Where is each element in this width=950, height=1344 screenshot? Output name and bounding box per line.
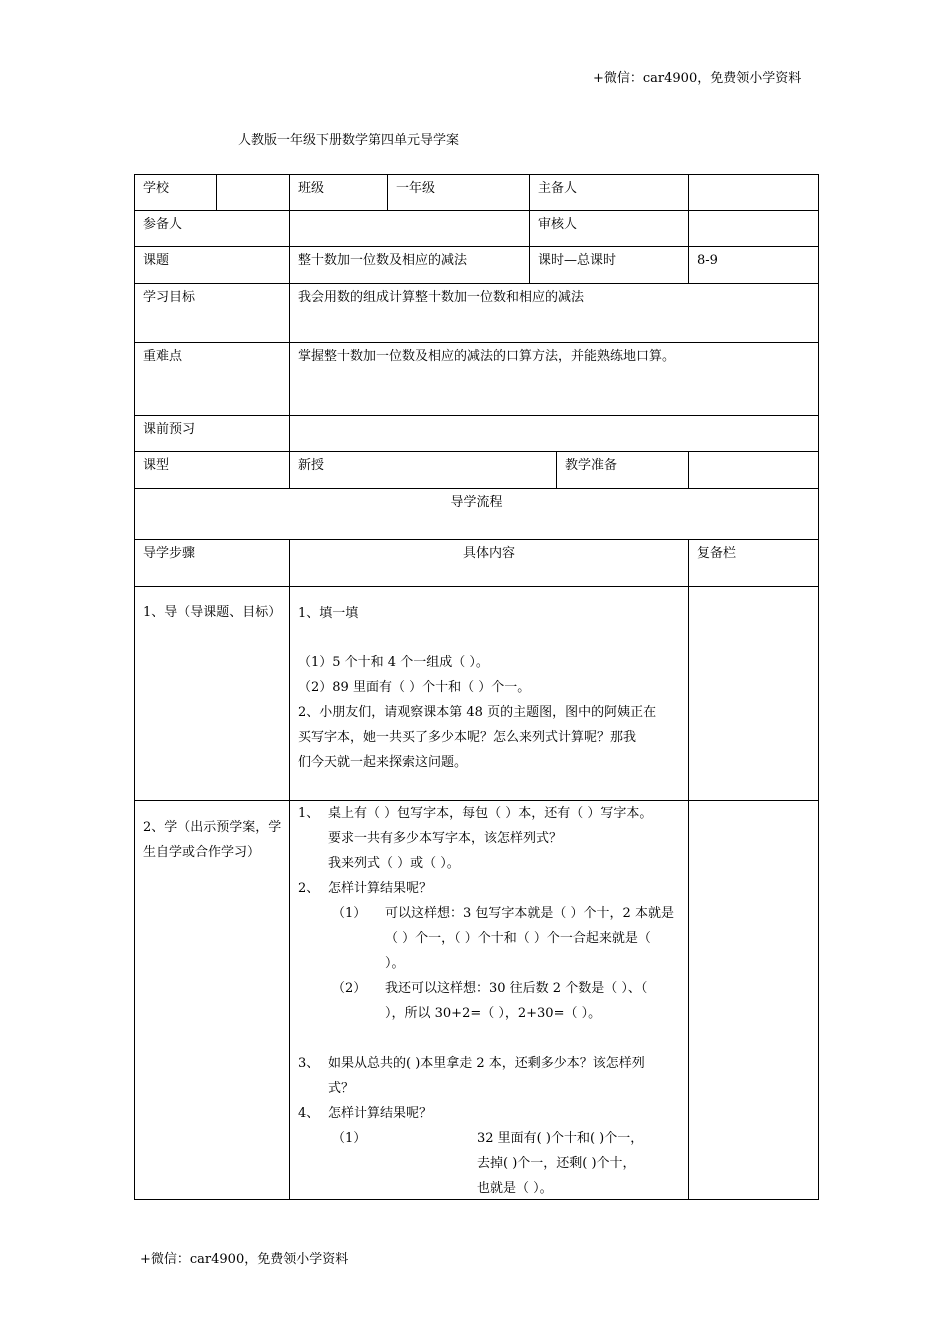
footer-note: +微信：car4900，免费领小学资料	[140, 1252, 349, 1267]
q3-line: 式？	[328, 1081, 355, 1096]
q3-line: 如果从总共的( )本里拿走 2 本，还剩多少本？该怎样列	[328, 1056, 645, 1071]
q2-1-line: 可以这样想：3 包写字本就是（ ）个十，2 本就是	[385, 906, 674, 921]
header-note: +微信：car4900，免费领小学资料	[593, 71, 802, 86]
col-review-header: 复备栏	[689, 540, 818, 587]
q1-line: 要求一共有多少本写字本，该怎样列式？	[328, 831, 563, 846]
topic-value: 整十数加一位数及相应的减法	[290, 247, 530, 284]
school-label: 学校	[135, 175, 217, 211]
participants-label: 参备人	[135, 211, 290, 247]
step1-line: 1、填一填	[298, 606, 359, 621]
flow-title: 导学流程	[135, 489, 818, 540]
prep-value	[689, 452, 818, 489]
q1-line: 桌上有（ ）包写字本，每包（ ）本，还有（ ）写字本。	[328, 806, 653, 821]
step1-review	[689, 587, 818, 801]
type-label: 课型	[135, 452, 290, 489]
q4-number: 4、	[298, 1106, 320, 1121]
q2-2-line: ），所以 30+2=（ ），2+30=（ ）。	[385, 1006, 602, 1021]
lead-value	[689, 175, 818, 211]
q1-line: 我来列式（ ）或（ ）。	[328, 856, 460, 871]
step1-label: 1、导（导课题、目标）	[135, 587, 290, 801]
key-value: 掌握整十数加一位数及相应的减法的口算方法，并能熟练地口算。	[290, 343, 818, 416]
q4-1-line: 去掉( )个一，还剩( )个十，	[477, 1156, 636, 1171]
goal-label: 学习目标	[135, 284, 290, 343]
col-content-header: 具体内容	[290, 540, 689, 587]
step1-line: （1）5 个十和 4 个一组成（ ）。	[298, 655, 489, 670]
q4-1-line: 也就是（ ）。	[477, 1181, 553, 1196]
q2-1-line: （ ）个一，（ ）个十和（ ）个一合起来就是（	[385, 931, 651, 946]
q1-number: 1、	[298, 806, 320, 821]
reviewer-label: 审核人	[530, 211, 689, 247]
hours-label: 课时—总课时	[530, 247, 689, 284]
participants-value	[290, 211, 530, 247]
school-value	[217, 175, 290, 211]
col-steps-header: 导学步骤	[135, 540, 290, 587]
step1-line: 买写字本，她一共买了多少本呢？怎么来列式计算呢？那我	[298, 730, 637, 745]
q2-2-line: 我还可以这样想：30 往后数 2 个数是（ ）、（	[385, 981, 648, 996]
lead-label: 主备人	[530, 175, 689, 211]
preview-value	[290, 416, 818, 452]
class-value: 一年级	[388, 175, 530, 211]
class-label: 班级	[290, 175, 388, 211]
lesson-plan-table	[134, 174, 819, 1200]
step1-line: 们今天就一起来探索这问题。	[298, 755, 468, 770]
q2-number: 2、	[298, 881, 320, 896]
type-value: 新授	[290, 452, 557, 489]
q2-1-line: ）。	[385, 956, 405, 971]
reviewer-value	[689, 211, 818, 247]
document-title: 人教版一年级下册数学第四单元导学案	[238, 133, 460, 148]
step2-review	[689, 801, 818, 1199]
step2-content	[290, 801, 689, 1199]
q4-1-number: （1）	[332, 1131, 367, 1146]
goal-value: 我会用数的组成计算整十数加一位数和相应的减法	[290, 284, 818, 343]
step2-label	[135, 801, 290, 1199]
prep-label: 教学准备	[557, 452, 689, 489]
step1-content	[290, 587, 689, 801]
step1-line: （2）89 里面有（ ）个十和（ ）个一。	[298, 680, 531, 695]
step2-label-line: 2、学（出示预学案，学	[143, 820, 282, 835]
q3-number: 3、	[298, 1056, 320, 1071]
hours-value: 8-9	[689, 247, 818, 284]
q2-2-number: （2）	[332, 981, 367, 996]
step2-label-line: 生自学或合作学习）	[143, 845, 261, 860]
step1-line: 2、小朋友们，请观察课本第 48 页的主题图，图中的阿姨正在	[298, 705, 657, 720]
topic-label: 课题	[135, 247, 290, 284]
key-label: 重难点	[135, 343, 290, 416]
q2-1-number: （1）	[332, 906, 367, 921]
q4-line: 怎样计算结果呢？	[328, 1106, 433, 1121]
q2-line: 怎样计算结果呢？	[328, 881, 433, 896]
preview-label: 课前预习	[135, 416, 290, 452]
q4-1-line: 32 里面有( )个十和( )个一，	[477, 1131, 644, 1146]
